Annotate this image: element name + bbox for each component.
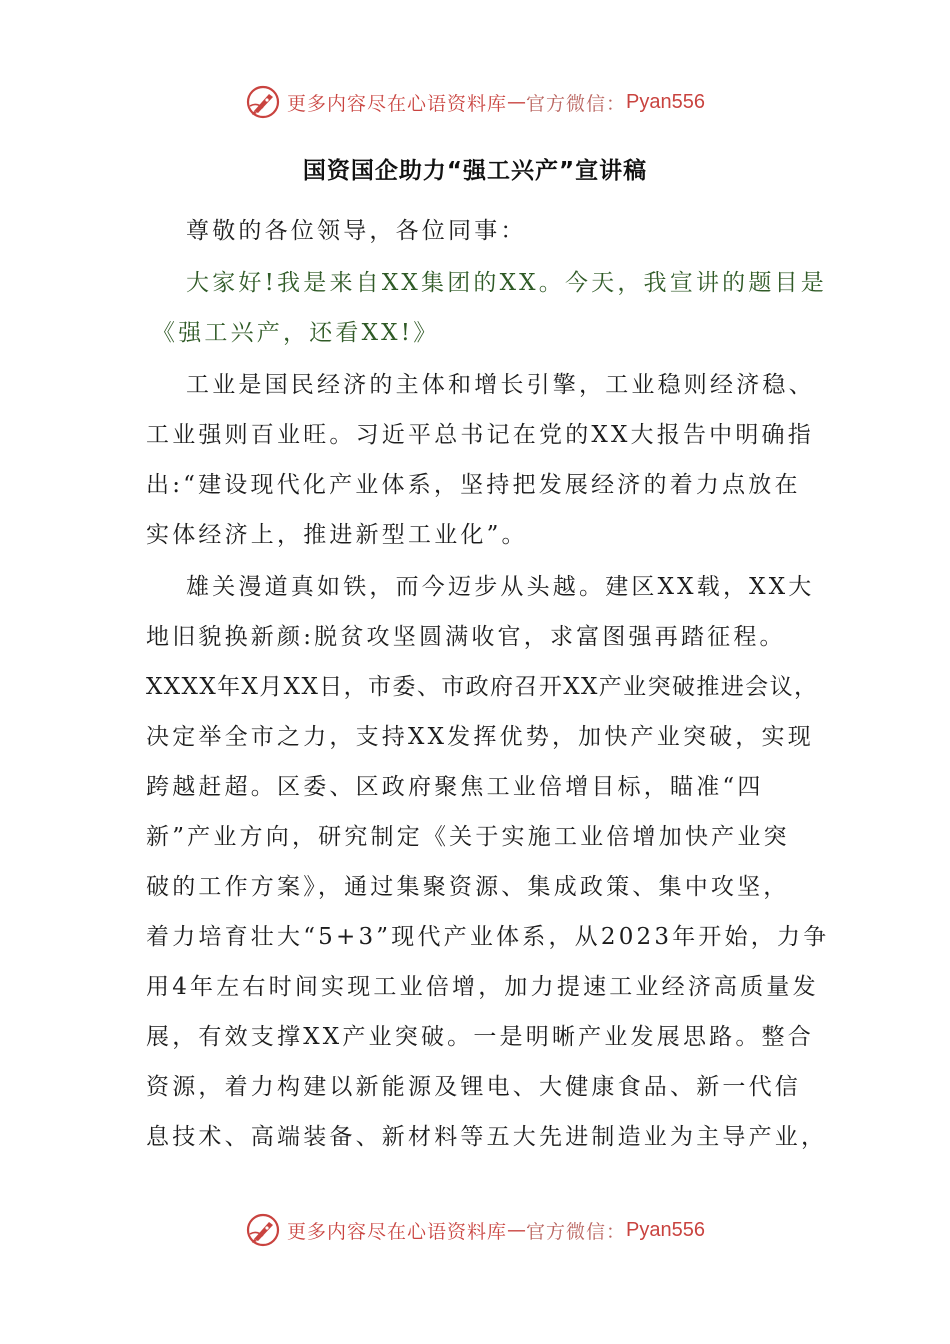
pen-nib-logo-icon <box>245 84 281 120</box>
paragraph-line: 决定举全市之力，支持XX发挥优势，加快产业突破，实现 <box>146 724 814 750</box>
paragraph-line: 地旧貌换新颜:脱贫攻坚圆满收官，求富图强再踏征程。 <box>146 624 786 650</box>
paragraph-line: XXXX年X月XX日，市委、市政府召开XX产业突破推进会议， <box>146 674 819 700</box>
greeting-line: 大家好!我是来自XX集团的XX。今天，我宣讲的题目是 <box>186 270 827 296</box>
paragraph-line: 雄关漫道真如铁，而今迈步从头越。建区XX载，XX大 <box>186 574 815 600</box>
header-watermark-banner <box>0 80 950 124</box>
banner-wechat-code: Pyan556 <box>626 1218 705 1241</box>
banner-text: 更多内容尽在心语资料库 <box>287 1220 508 1243</box>
banner-dash: — <box>507 91 527 113</box>
banner-text: 更多内容尽在心语资料库 <box>287 92 508 115</box>
paragraph-line: 跨越赶超。区委、区政府聚焦工业倍增目标，瞄准“四 <box>146 774 764 800</box>
document-title: 国资国企助力“强工兴产”宣讲稿 <box>302 158 648 184</box>
paragraph-line: 息技术、高端装备、新材料等五大先进制造业为主导产业， <box>146 1124 828 1150</box>
paragraph-line: 工业是国民经济的主体和增长引擎，工业稳则经济稳、 <box>186 372 815 398</box>
salutation-line: 尊敬的各位领导，各位同事： <box>186 218 527 244</box>
banner-dash: — <box>507 1219 527 1241</box>
paragraph-line: 着力培育壮大“5+3”现代产业体系，从2023年开始，力争 <box>146 924 830 950</box>
paragraph-line: 用4年左右时间实现工业倍增，加力提速工业经济高质量发 <box>146 974 819 1000</box>
banner-wechat-code: Pyan556 <box>626 90 705 113</box>
footer-watermark-banner <box>0 1208 950 1252</box>
paragraph-line: 破的工作方案》，通过集聚资源、集成政策、集中攻坚， <box>146 874 790 900</box>
banner-label: 官方微信： <box>526 92 627 115</box>
pen-nib-logo-icon <box>245 1212 281 1248</box>
paragraph-line: 展，有效支撑XX产业突破。一是明晰产业发展思路。整合 <box>146 1024 814 1050</box>
speech-topic-line: 《强工兴产，还看XX!》 <box>152 320 440 346</box>
paragraph-line: 新”产业方向，研究制定《关于实施工业倍增加快产业突 <box>146 824 790 850</box>
banner-label: 官方微信： <box>526 1220 627 1243</box>
paragraph-line: 实体经济上，推进新型工业化”。 <box>146 522 528 548</box>
paragraph-line: 工业强则百业旺。习近平总书记在党的XX大报告中明确指 <box>146 422 814 448</box>
paragraph-line: 资源，着力构建以新能源及锂电、大健康食品、新一代信 <box>146 1074 801 1100</box>
paragraph-line: 出:“建设现代化产业体系，坚持把发展经济的着力点放在 <box>146 472 801 498</box>
